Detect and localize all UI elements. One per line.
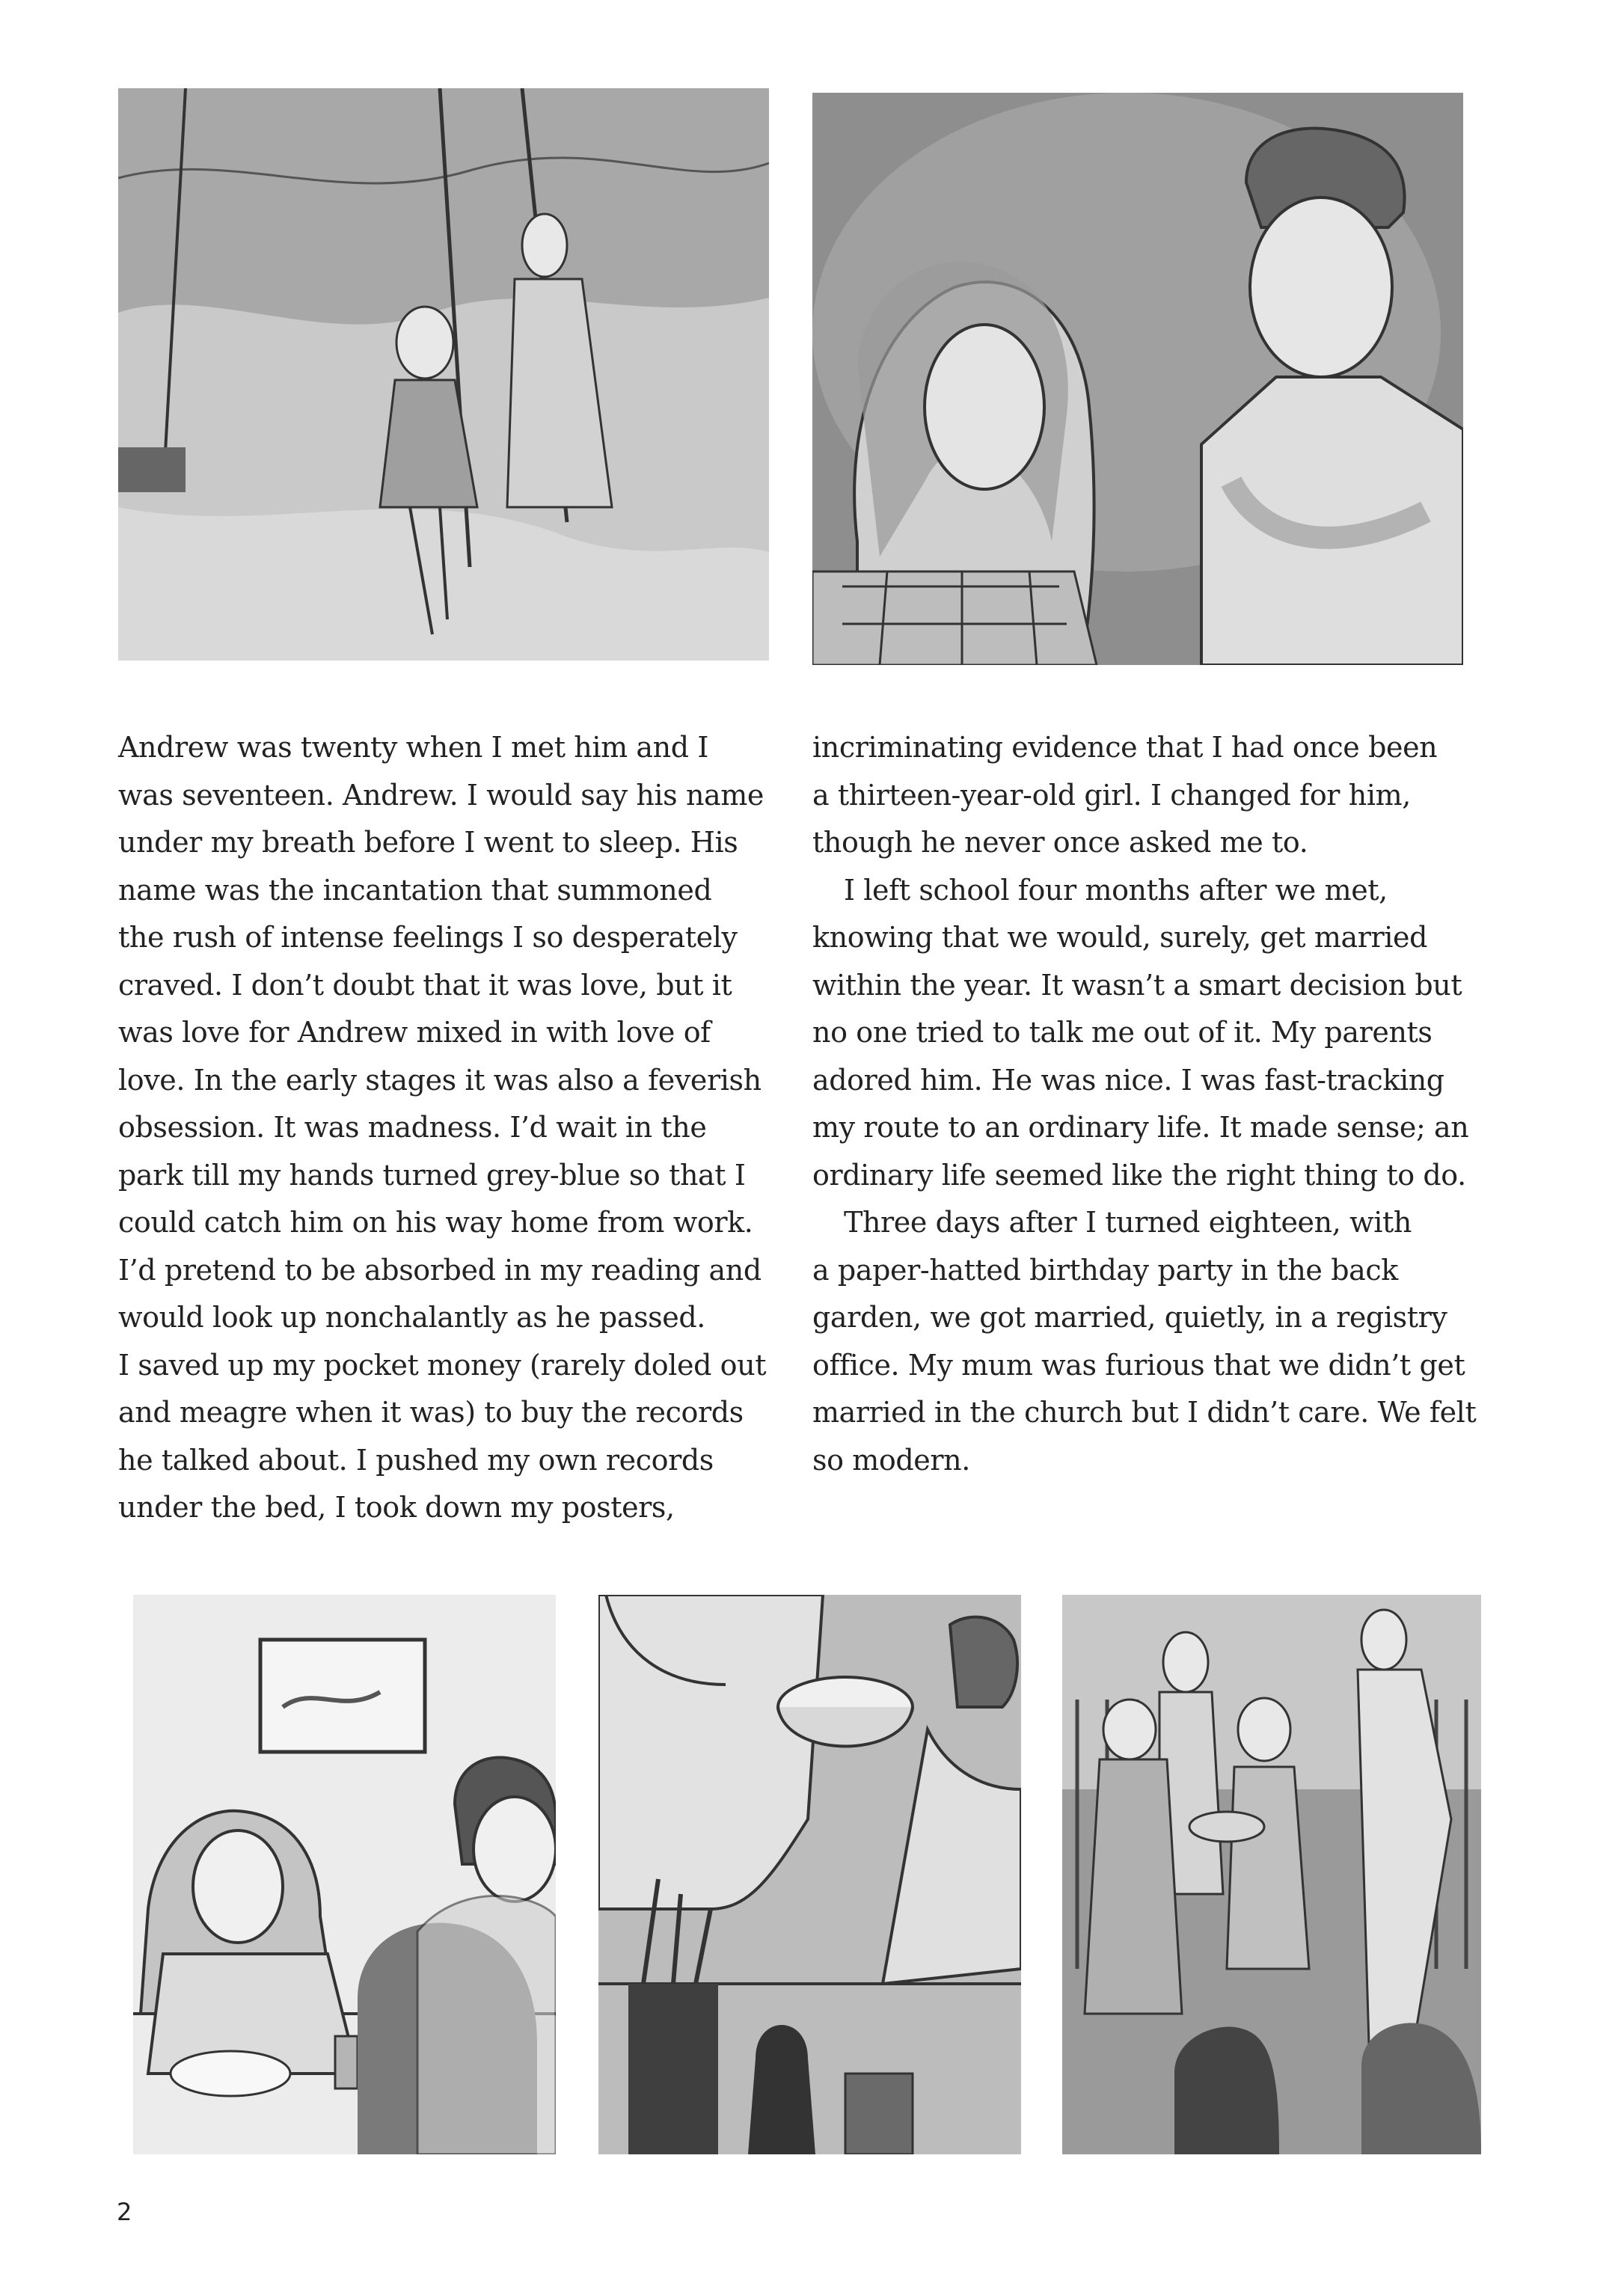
text-line: he talked about. I pushed my own records: [118, 1443, 714, 1477]
text-line: garden, we got married, quietly, in a registry: [812, 1301, 1447, 1334]
text-line: incriminating evidence that I had once been: [812, 731, 1438, 764]
text-line: love. In the early stages it was also a feverish: [118, 1063, 762, 1097]
text-line: and meagre when it was) to buy the records: [118, 1396, 744, 1429]
text-line: could catch him on his way home from work.: [118, 1206, 753, 1239]
illustration-party: [1062, 1595, 1481, 2154]
text-line: ordinary life seemed like the right thing to do.: [812, 1158, 1466, 1192]
text-line: within the year. It wasn’t a smart decision but: [812, 968, 1462, 1002]
illustration-dinner: [133, 1595, 556, 2154]
text-line: I’d pretend to be absorbed in my reading and: [118, 1253, 762, 1287]
text-line: Andrew was twenty when I met him and I: [118, 731, 708, 764]
text-line: was love for Andrew mixed in with love of: [118, 1016, 711, 1049]
text-line: my route to an ordinary life. It made sense; an: [812, 1111, 1469, 1144]
text-line: though he never once asked me to.: [812, 826, 1308, 859]
text-line: so modern.: [812, 1443, 970, 1477]
text-line: no one tried to talk me out of it. My parents: [812, 1016, 1433, 1049]
text-line: married in the church but I didn’t care. We felt: [812, 1396, 1477, 1429]
text-line: a paper-hatted birthday party in the back: [812, 1253, 1398, 1287]
text-line: under my breath before I went to sleep. His: [118, 826, 738, 859]
text-line: park till my hands turned grey-blue so that I: [118, 1158, 746, 1192]
text-line: obsession. It was madness. I’d wait in the: [118, 1111, 707, 1144]
illustration-kitchen: [598, 1595, 1021, 2154]
text-line: I saved up my pocket money (rarely doled out: [118, 1348, 767, 1382]
text-line: knowing that we would, surely, get married: [812, 921, 1428, 954]
text-line: would look up nonchalantly as he passed.: [118, 1301, 705, 1334]
text-line: adored him. He was nice. I was fast-tracking: [812, 1063, 1444, 1097]
text-line: Three days after I turned eighteen, with: [844, 1206, 1412, 1239]
text-line: the rush of intense feelings I so desperately: [118, 921, 738, 954]
text-line: craved. I don’t doubt that it was love, but it: [118, 968, 732, 1002]
illustration-swing: [118, 88, 769, 661]
text-column-left: [118, 724, 766, 1532]
text-line: name was the incantation that summoned: [118, 873, 712, 907]
text-line: a thirteen-year-old girl. I changed for him,: [812, 778, 1411, 812]
text-line: was seventeen. Andrew. I would say his name: [118, 778, 764, 812]
illustration-couple: [812, 93, 1463, 665]
text-column-right: [812, 724, 1476, 1484]
text-line: office. My mum was furious that we didn’t get: [812, 1348, 1465, 1382]
text-line: under the bed, I took down my posters,: [118, 1491, 675, 1524]
text-line: I left school four months after we met,: [844, 873, 1388, 907]
page-number: 2: [117, 2198, 132, 2226]
